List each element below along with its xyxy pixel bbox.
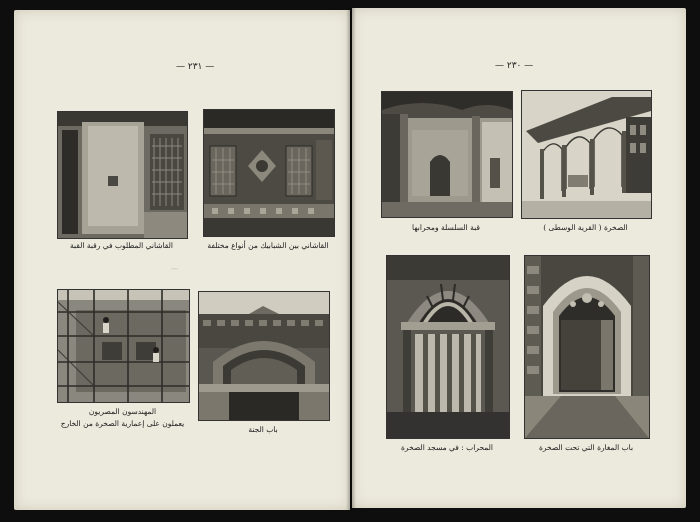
photo-cave-gate [524, 255, 650, 439]
caption-left-tr: القاشاني بين الشبابيك من أنواع مختلفة [207, 241, 329, 250]
left-page-number: — ٢٣١ — [176, 62, 215, 72]
photo-mihrab [386, 255, 510, 439]
show-through-text: ~ [170, 262, 180, 275]
caption-left-br: باب الجنة [248, 425, 278, 434]
photo-gate-of-paradise [198, 291, 330, 421]
caption-left-tl: القاشاني المطلوب في رقبة القبة [70, 241, 173, 250]
caption-left-bl-line2: يعملون على إعمارية الصخرة من الخارج [60, 419, 185, 428]
book-gutter [346, 8, 356, 510]
caption-right-tr: الصخرة ( القرية الوسطى ) [543, 223, 628, 232]
right-page-number: — ٢٣٠ — [495, 61, 534, 71]
photo-dome-of-the-chain [381, 91, 513, 218]
photo-tiled-neck-of-dome [57, 111, 188, 239]
caption-right-tl: قبة السلسلة ومحرابها [412, 223, 480, 232]
photo-rock-arcade [521, 90, 652, 219]
photo-egyptian-engineers [57, 289, 190, 403]
photo-tiles-between-windows [203, 109, 335, 237]
left-page [14, 10, 350, 510]
caption-right-bl: المحراب : في مسجد الصخرة [401, 443, 493, 452]
caption-left-bl-line1: المهندسون المصريون [88, 407, 157, 416]
caption-right-br: باب المغارة التي تحت الصخرة [538, 443, 634, 452]
